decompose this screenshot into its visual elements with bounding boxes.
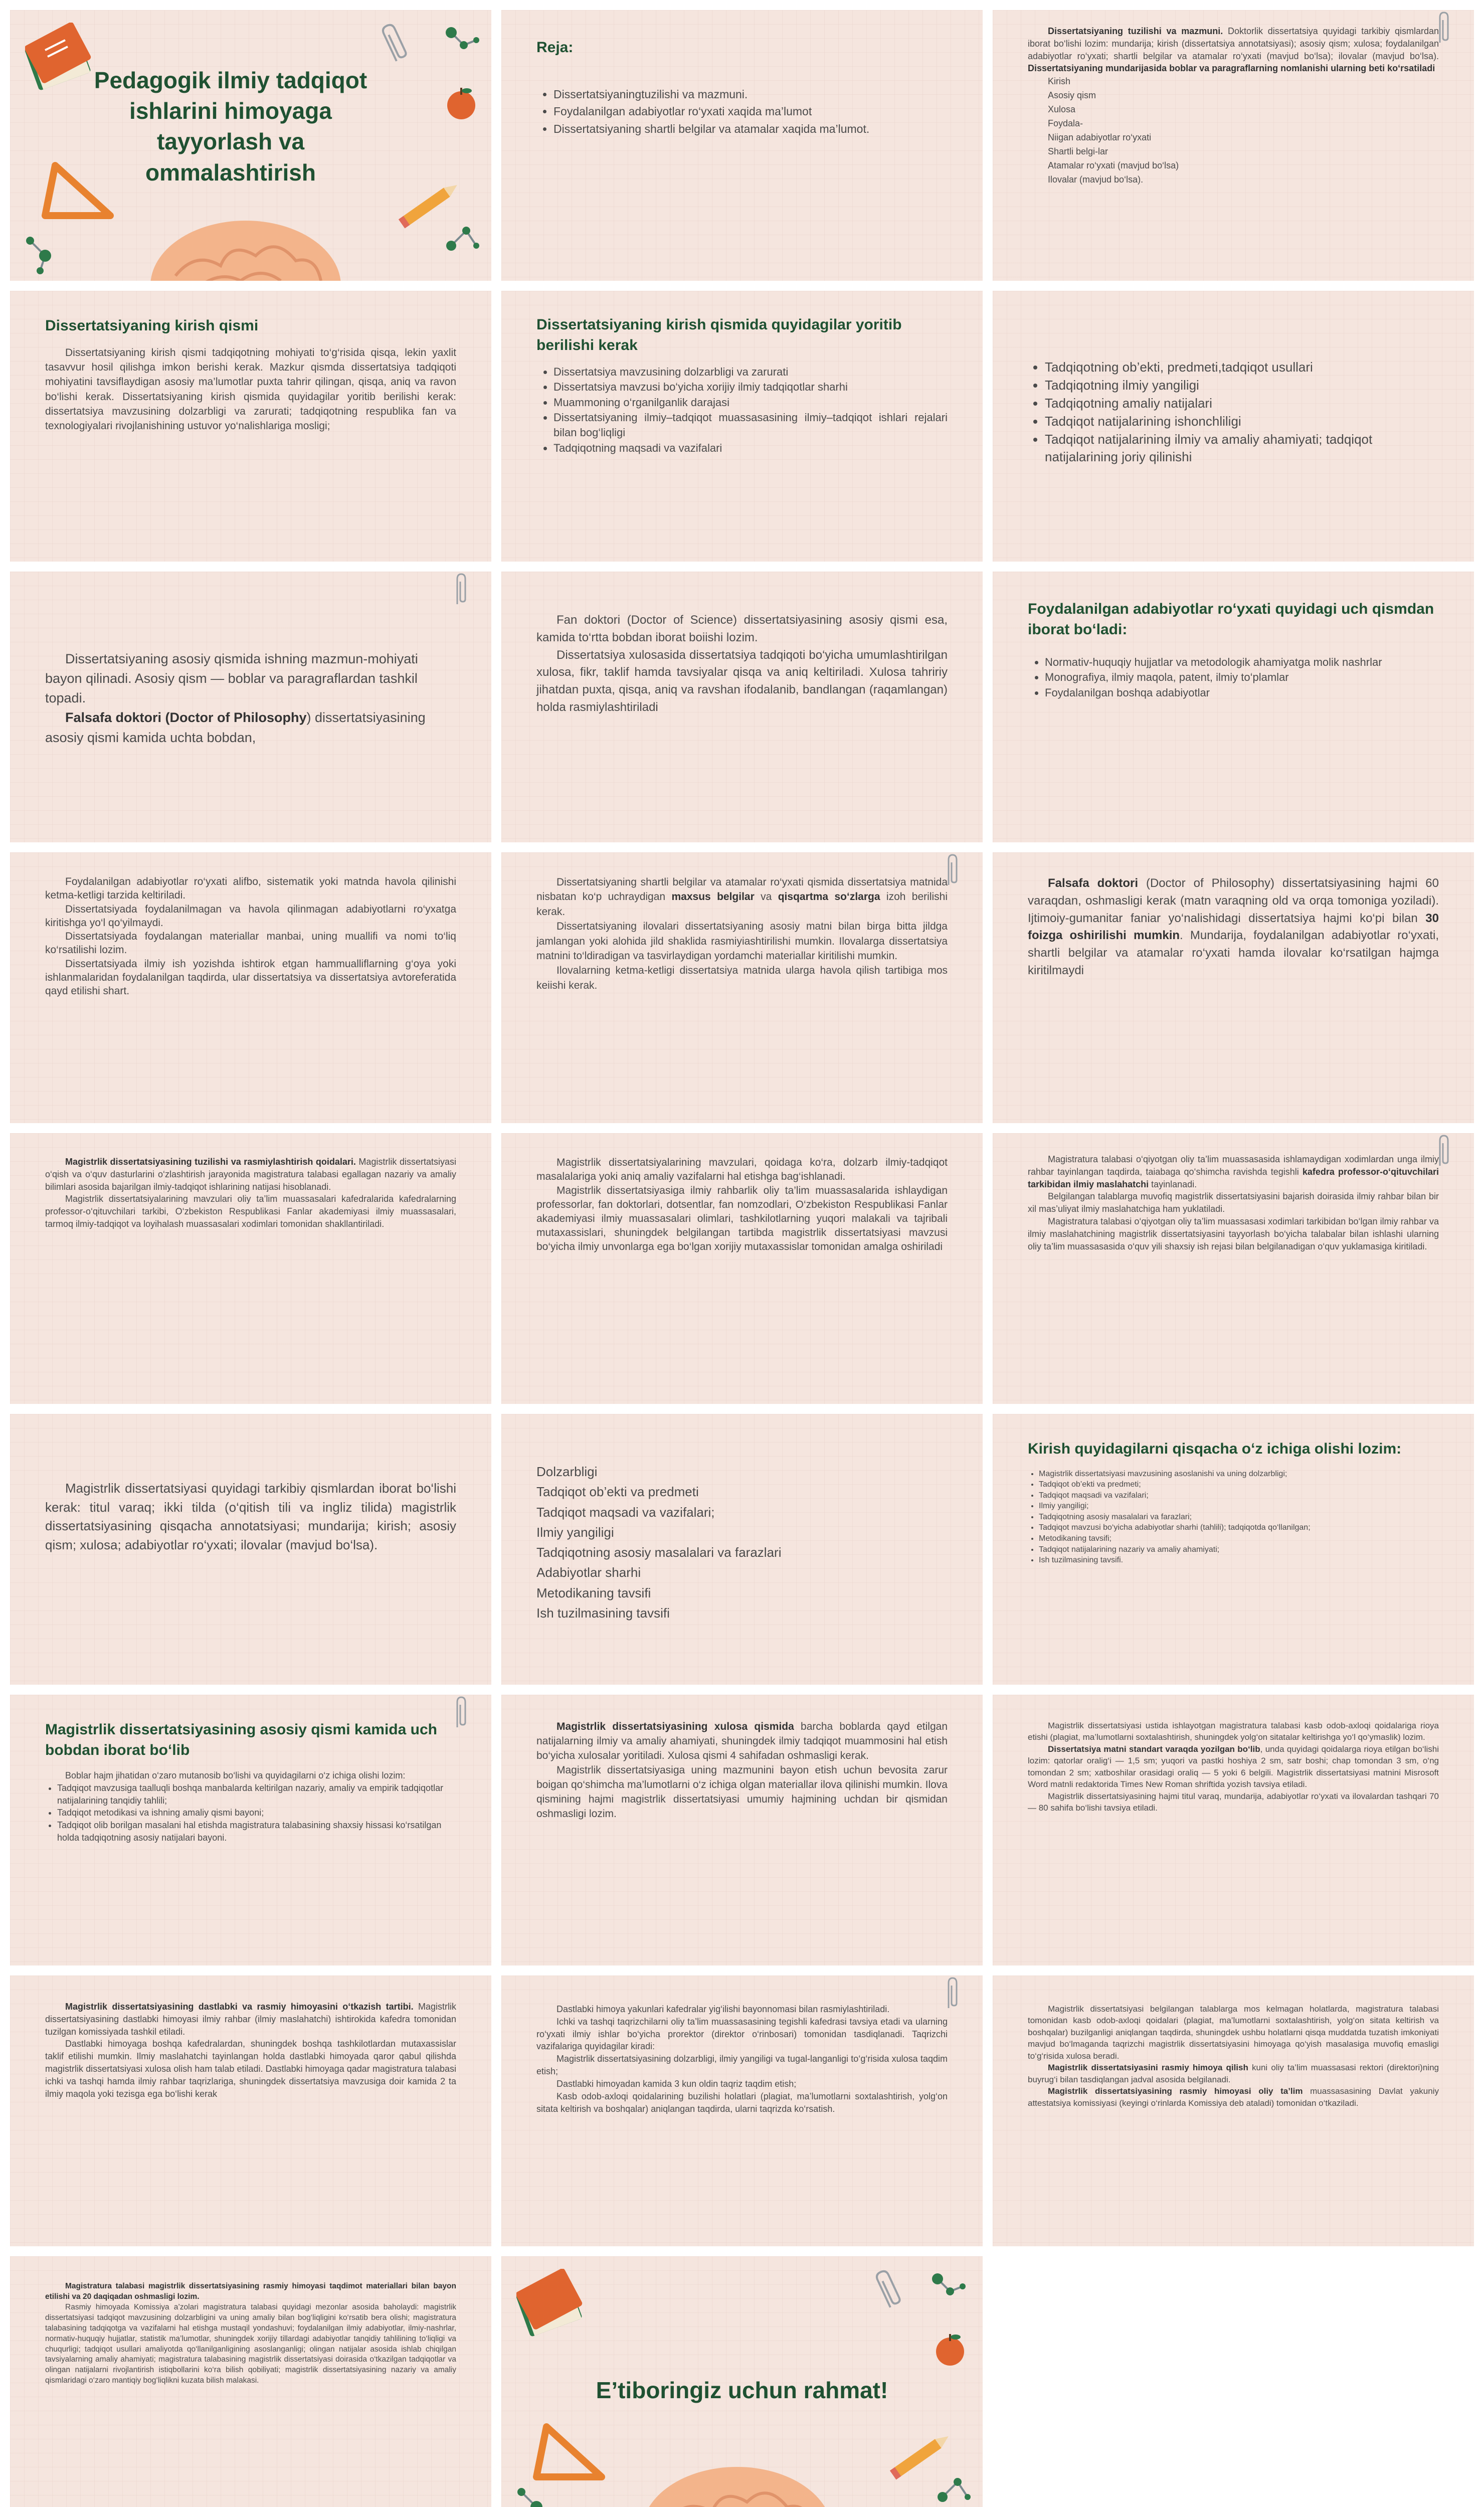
slide-introduction-items[interactable]: [501, 291, 983, 562]
main-part-text: Dissertatsiyaning asosiy qismida ishning mazmun-mohiyati bayon qilinadi. Asosiy qism — boblar va paragraflardan tashkil topadi. Falsafa doktori (Doctor of Philosophy) dissertatsiyasining asosiy qismi kamida uchta bobdan,: [45, 651, 426, 745]
slide-thanks[interactable]: [501, 2256, 983, 2507]
list-item: Foydala-: [1048, 118, 1083, 128]
list-item: • Ilmiy yangiligi;: [1039, 1501, 1439, 1512]
slide-main-part[interactable]: [10, 572, 491, 842]
references-list: [1028, 655, 1439, 700]
supervisor-text: Magistratura talabasi o‘qiyotgan oliy ta’lim muassasasida ishlamaydigan xodimlardan unga ilmiy rahbar tayinlangan taqdirda, taiabaga qo‘shimcha ravishda tegishli kafedra professor-o‘qituvchilari tarkibidan ilmiy maslahatchi tayinlanadi. Belgilangan talablarga muvofiq magistrlik dissertatsiyasini bajarish doirasida ilmiy rahbar bilan bir xil mas’uliyat ilmiy maslahatchiga ham yuklatiladi. Magistratura talabasi o‘qiyotgan oliy ta’lim muassasasi xodimlari tarkibidan bo‘lgan ilmiy rahbar va ilmiy maslahatchining magistrlik dissertatsiyasini tayyorlash bo‘yicha talabalar bilan ishlashi ularning oliy ta’lim muassasasida o‘quv yili shaxsiy ish rejasi bilan belgilanadigan o‘quv yuklamasiga kiritiladi.: [1028, 1154, 1439, 1251]
molecule-icon: [436, 211, 486, 271]
list-item: • Tadqiqot natijalarining nazariy va amaliy ahamiyati;: [1039, 1544, 1439, 1555]
list-item: Ilovalar (mavjud bo‘lsa).: [1048, 174, 1144, 185]
slide-main-chapters[interactable]: [10, 1695, 491, 1965]
structure-intro-bold: Dissertatsiyaning tuzilishi va mazmuni.: [1048, 26, 1223, 36]
molecule-icon: [928, 2269, 968, 2309]
list-item: Adabiyotlar sharhi: [536, 1565, 641, 1580]
list-item: • Tadqiqot metodikasi va ishning amaliy qismi bayoni;: [57, 1807, 456, 1819]
defense-procedure-text: Magistrlik dissertatsiyasining dastlabki va rasmiy himoyasini o‘tkazish tartibi. Magistrlik dissertatsiyasining dastlabki himoyasi ilmiy rahbar (ilmiy maslahatchi) ishtirokida kafedra tomonidan tuzilgan komissiyada tashkil etiladi. Dastlabki himoyaga boshqa kafedralardan, shuningdek boshqa tashkilotlardan mutaxassislar taklif etilishi mumkin. Ilmiy maslahatchi tayinlangan holda dastlabki himoyada qaror qabul qilishda magistrlik dissertatsiyasi xulosa olish ham talab etiladi. Dastlabki himoyaga qadar magistratura talabasi ichki va tashqi hamda ilmiy rahbar taqrizlariga, shuningdek dissertatsiya mavzusiga doir kamida 2 ta ilmiy maqola yoki tezisga ega bo‘lishi kerak: [45, 2002, 456, 2099]
volume-text: Falsafa doktori (Doctor of Philosophy) dissertatsiyasining hajmi 60 varaqdan, oshmasligi kerak (matn varaqning old va orqa tomoniga yoziladi). Ijtimoiy-gumanitar faniar yo‘nalishidagi dissertatsiya hajmi ko‘pi bilan 30 foizga oshirilishi mumkin. Mundarija, foydalanilgan adabiyotlar ro‘yxati, shartli belgilar va atamalar ro‘yxati hamda ilovalar ko‘rsatilgan hajmga kiritilmaydi: [1028, 876, 1439, 977]
molecule-icon: [511, 2477, 556, 2507]
list-item: Xulosa: [1048, 104, 1076, 115]
slide-plan[interactable]: [501, 10, 983, 281]
books-icon: [516, 2269, 587, 2344]
list-item: Ilmiy yangiligi: [536, 1524, 614, 1540]
slide-conclusion-rules[interactable]: [501, 572, 983, 842]
slide-reviewers[interactable]: [501, 1976, 983, 2246]
list-item: • Tadqiqot mavzusiga taalluqli boshqa manbalarda keltirilgan nazariy, amaliy va empirik tadqiqotlar natijalarining tanqidiy tahlili;: [57, 1782, 456, 1807]
intro-contents-title: Kirish quyidagilarni qisqacha o‘z ichiga olishi lozim:: [1028, 1441, 1402, 1457]
list-item: Asosiy qism: [1048, 90, 1096, 101]
plan-title: Reja:: [536, 39, 574, 56]
list-item: • Tadqiqotning ilmiy yangiligi: [1045, 377, 1439, 395]
list-item: • Muammoning o‘rganilganlik darajasi: [553, 395, 948, 410]
list-item: • Foydalanilgan boshqa adabiyotlar: [1045, 685, 1439, 700]
molecule-icon: [928, 2462, 978, 2507]
list-item: • Tadqiqot maqsadi va vazifalari;: [1039, 1490, 1439, 1501]
list-item: Dolzarbligi: [536, 1464, 598, 1479]
slide-formatting[interactable]: [993, 1695, 1474, 1965]
list-item: • Ish tuzilmasining tavsifi.: [1039, 1555, 1439, 1566]
ruler-triangle-icon: [40, 160, 115, 221]
paperclip-icon: [872, 2266, 907, 2311]
molecule-icon: [441, 23, 481, 63]
list-item: • Tadqiqot ob’ekti va predmeti;: [1039, 1479, 1439, 1490]
structure-list: [1028, 75, 1439, 187]
master-topics-text: Magistrlik dissertatsiyalarining mavzulari, qoidaga ko‘ra, dolzarb ilmiy-tadqiqot masalalariga yoki aniq amaliy vazifalarni hal etishga bag‘ishlanadi. Magistrlik dissertatsiyasiga ilmiy rahbarlik oliy ta’lim muassasalarida ishlaydigan professorlar, fan doktorlari, dotsentlar, fan nomzodlari, O‘zbekiston Respublikasi Fanlar akademiyasi ilmiy muassasalari olimlari, tashkilotlarning yuqori malakali va tajribali mutaxassislari, shuningdek belgilangan tartibda magistrlik dissertatsiyasi mavzusi bo‘yicha ilmiy unvonlarga ega bo‘lgan xorijiy mutaxassislar tomonidan amalga oshiriladi: [536, 1157, 948, 1252]
master-conclusion-text: Magistrlik dissertatsiyasining xulosa qismida barcha boblarda qayd etilgan natijalarning ilmiy va amaliy ahamiyati, shuningdek ilmiy tadqiqot muammosini hal etish bo‘yicha xulosalar yoritiladi. Xulosa qismi 4 sahifadan oshmasligi kerak. Magistrlik dissertatsiyasiga uning mazmunini bayon etish uchun bevosita zarur boigan qo‘shimcha ma’lumotlarni o‘z ichiga olgan materiallar ilova qilinishi mumkin. Ilova qismining hajmi magistrlik dissertatsiyasi umumiy hajmining uchdan bir qismidan oshmasligi lozim.: [536, 1721, 948, 1820]
introduction-title: Dissertatsiyaning kirish qismi: [45, 317, 259, 334]
list-item: • Tadqiqot olib borilgan masalani hal etishda magistratura talabasining shaxsiy hissasi ko‘rsatilgan holda tadqiqotning asosiy natijalari bayoni.: [57, 1819, 456, 1844]
introduction-text: Dissertatsiyaning kirish qismi tadqiqotning mohiyati to‘g‘risida qisqa, lekin yaxlit tasavvur hosil qilishga imkon berishi kerak. Mazkur qismda dissertatsiya tadqiqoti mohiyatini tavsiflaydigan asosiy ma’lumotlar puxta tahrir qilingan, qisqa, aniq va ravon bo‘lishi kerak. Dissertatsiyaning kirish qismida quyidagilar yoritib berilishi kerak: dissertatsiya mavzusining dolzarbligi va zarurati; tadqiqotning respublika fan va texnologiyalari rivojlanishining ustuvor yo‘nalishlariga mosligi;: [45, 346, 456, 432]
plan-list: [536, 86, 948, 138]
list-item: Kirish: [1048, 76, 1071, 87]
list-item: Ish tuzilmasining tavsifi: [536, 1605, 670, 1621]
main-chapters-list: [45, 1782, 456, 1844]
thanks-text: E’tiboringiz uchun rahmat!: [596, 2377, 888, 2403]
introduction-items-title: Dissertatsiyaning kirish qismida quyidagilar yoritib berilishi kerak: [536, 316, 902, 353]
master-parts-text: Magistrlik dissertatsiyasi quyidagi tarkibiy qismlardan iborat bo‘lishi kerak: titul varaq; ikki tilda (o‘qitish tili va ingliz tilida) magistrlik dissertatsiyasining qisqacha annotatsiyasi; mundarija; kirish; asosiy qism; xulosa; adabiyotlar ro‘yxati; ilovalar (mavjud bo‘lsa).: [45, 1481, 456, 1553]
conclusion-rules-text: Fan doktori (Doctor of Science) dissertatsiyasining asosiy qismi esa, kamida to‘rtta bobdan iborat boiishi lozim. Dissertatsiya xulosasida dissertatsiya tadqiqoti bo‘yicha umumlashtirilgan xulosa, fikr, taklif hamda tavsiyalar qisqa va aniq keltiriladi. Xulosa tahririy jihatdan puxta, qisqa, aniq va ravshan ifodalanib, bandlangan (raqamlangan) holda rasmiylashtiriladi: [536, 613, 948, 714]
intro-components-list: [536, 1462, 948, 1623]
slide-references-rules[interactable]: [10, 852, 491, 1123]
slide-intro-contents[interactable]: [993, 1414, 1474, 1685]
references-title: Foydalanilgan adabiyotlar ro‘yxati quyidagi uch qismdan iborat bo‘ladi:: [1028, 601, 1434, 638]
slide-master-topics[interactable]: [501, 1133, 983, 1404]
brain-icon: [637, 2452, 837, 2507]
slide-master-conclusion[interactable]: [501, 1695, 983, 1965]
list-item: • Tadqiqotning amaliy natijalari: [1045, 395, 1439, 413]
research-items-list: [1028, 359, 1439, 466]
reviewers-text: Dastlabki himoya yakunlari kafedralar yig‘ilishi bayonnomasi bilan rasmiylashtiriladi. Ichki va tashqi taqrizchilarni oliy ta’lim muassasasining tegishli kafedrasi tavsiya etadi va ularning ro‘yxati ilmiy ishlar bo‘yicha prorektor (direktor o‘rinbosari) tomonidan tasdiqlanadi. Taqrizchi vazifalariga quyidagilar kiradi: Magistrlik dissertatsiyasining dolzarbligi, ilmiy yangiligi va tugal-langanligi to‘g‘risida xulosa taqdim etish; Dastlabki himoyadan kamida 3 kun oldin taqriz taqdim etish; Kasb odob-axloqi qoidalarining buzilishi holatlari (plagiat, ma’lumotlarni soxtalashtirish, yolg‘on sitata keltirish va boshqalar) aniqlangan taqdirda, ularni taqrizda ko‘rsatish.: [536, 2004, 948, 2114]
ruler-triangle-icon: [531, 2422, 607, 2482]
references-rules-text: Foydalanilgan adabiyotlar ro‘yxati alifbo, sistematik yoki matnda havola qilinishi ketma-ketligi tarzida keltiriladi. Dissertatsiyada foydalanilmagan va havola qilinmagan adabiyotlarni ro‘yxatga kiritishga yo‘l qo‘yilmaydi. Dissertatsiyada foydalangan materiallar manbai, uning muallifi va nomi to‘liq ko‘rsatilishi lozim. Dissertatsiyada ilmiy ish yozishda ishtirok etgan hammualliflarning g‘oya yoki ishlanmalaridan foydalanilgan taqdirda, ular dissertatsiya va dissertatsiya avtoreferatida qayd etilishi shart.: [45, 876, 456, 997]
slide-volume[interactable]: [993, 852, 1474, 1123]
main-chapters-title: Magistrlik dissertatsiyasining asosiy qismi kamida uch bobdan iborat bo‘lib: [45, 1721, 437, 1758]
main-chapters-intro: Boblar hajm jihatidan o‘zaro mutanosib bo‘lishi va quyidagilarni o‘z ichiga olishi lozim:: [65, 1770, 406, 1780]
list-item: Metodikaning tavsifi: [536, 1585, 651, 1600]
books-icon: [25, 23, 95, 98]
slide-master-parts[interactable]: [10, 1414, 491, 1685]
list-item: • Dissertatsiyaningtuzilishi va mazmuni.: [553, 86, 948, 103]
paperclip-icon: [451, 572, 471, 607]
list-item: • Foydalanilgan adabiyotlar ro‘yxati xaqida ma’lumot: [553, 103, 948, 120]
list-item: • Tadqiqot mavzusi bo‘yicha adabiyotlar sharhi (tahlili); tadqiqotda qo‘llanilgan;: [1039, 1522, 1439, 1533]
list-item: Tadqiqot ob’ekti va predmeti: [536, 1484, 699, 1500]
slide-introduction[interactable]: [10, 291, 491, 562]
slide-official-defense[interactable]: [993, 1976, 1474, 2246]
list-item: Niigan adabiyotlar ro‘yxati: [1048, 132, 1152, 142]
paperclip-icon: [379, 20, 414, 65]
slide-evaluation[interactable]: [10, 2256, 491, 2507]
brain-icon: [145, 206, 346, 281]
slide-title-text: Pedagogik ilmiy tadqiqot ishlarini himoyaga tayyorlash va ommalashtirish: [94, 67, 367, 186]
slide-title[interactable]: [10, 10, 491, 281]
list-item: • Dissertatsiya mavzusining dolzarbligi va zarurati: [553, 365, 948, 380]
slide-intro-components[interactable]: [501, 1414, 983, 1685]
list-item: • Magistrlik dissertatsiyasi mavzusining asoslanishi va uning dolzarbligi;: [1039, 1469, 1439, 1480]
list-item: • Normativ-huquqiy hujjatlar va metodologik ahamiyatga molik nashrlar: [1045, 655, 1439, 670]
slide-defense-procedure[interactable]: [10, 1976, 491, 2246]
slide-symbols-appendices[interactable]: [501, 852, 983, 1123]
apple-icon: [444, 83, 479, 123]
list-item: Atamalar ro‘yxati (mavjud bo‘lsa): [1048, 160, 1179, 170]
official-defense-text: Magistrlik dissertatsiyasi belgilangan talablarga mos kelmagan holatlarda, magistratura talabasi tomonidan kasb odob-axloqi qoidalari (plagiat, ma’lumotlarni soxtalashtirish, yolg‘on sitata keltirish va boshqalar) buzilganligi aniqlangan taqdirda, shuningdek ushbu holatlarni qisqa muddatda tuzatish imkoniyati mavjud bo‘lmaganda taqrizchi magistrlik dissertatsiyasini himoyaga qo‘yish masalasiga muvofiq emasligi to‘g‘risida xulosa beradi. Magistrlik dissertatsiyasini rasmiy himoya qilish kuni oliy ta’lim muassasasi rektori (direktori)ning buyrug‘i bilan tasdiqlangan jadval asosida belgilanadi. Magistrlik dissertatsiyasining rasmiy himoyasi oliy ta’lim muassasasining Davlat yakuniy attestatsiya komissiyasi (keyingi o‘rinlarda Komissiya deb ataladi) tomonidan o‘tkaziladi.: [1028, 2004, 1439, 2108]
list-item: • Tadqiqot natijalarining ishonchliligi: [1045, 413, 1439, 431]
list-item: • Tadqiqotning maqsadi va vazifalari: [553, 441, 948, 456]
slide-supervisor[interactable]: [993, 1133, 1474, 1404]
slide-structure[interactable]: [993, 10, 1474, 281]
introduction-items-list: [536, 365, 948, 456]
list-item: • Dissertatsiyaning shartli belgilar va atamalar xaqida ma’lumot.: [553, 120, 948, 138]
list-item: Tadqiqotning asosiy masalalari va farazlari: [536, 1545, 782, 1560]
list-item: • Dissertatsiyaning ilmiy–tadqiqot muassasasining ilmiy–tadqiqot ishlari rejalari bilan bog‘liqligi: [553, 410, 948, 441]
list-item: • Dissertatsiya mavzusi bo‘yicha xorijiy ilmiy tadqiqotlar sharhi: [553, 380, 948, 395]
evaluation-text: Magistratura talabasi magistrlik dissertatsiyasining rasmiy himoyasi taqdimot materiallari bilan bayon etilishi va 20 daqiqadan oshmasligi lozim. Rasmiy himoyada Komissiya a’zolari magistratura talabasi quyidagi mezonlar asosida baholaydi: magistrlik dissertatsiyasi tadqiqot mavzusining dolzarbligini va uning amaliy bilan bog‘liqligini ko‘rsatib bera olishi; magistratura talabasining tadqiqotga va vazifalarni hal etishga mustaqil yondashuvi; foydalanilgan ilmiy adabiyotlar, ilmiy-nashrlar, normativ-huquqiy hujjatlar, statistik ma’lumotlar, shuningdek xorijiy tillardagi adabiyotlar tanqidiy tahlilining to‘liqligi va chuqurligi; tadqiqot usullari amaliyotda qo‘llanilganligining asoslanganligi; olingan natijalar asosida ishlab chiqilgan tavsiyalarning amaliy ahamiyati; magistratura talabasining magistrlik dissertatsiyasi doirasida o‘tkazilgan tadqiqotlar va olingan natijalarni rivojlantirish istiqbollarini ko‘ra bilish qobiliyati; magistrlik dissertatsiyasining nazariy va amaliy qismlaridagi o‘zaro mantiqiy bog‘liqlikni kuzata bilish malakasi.: [45, 2282, 456, 2385]
list-item: • Tadqiqotning asosiy masalalari va farazlari;: [1039, 1512, 1439, 1523]
intro-contents-list: [1028, 1469, 1439, 1566]
list-item: • Tadqiqot natijalarining ilmiy va amaliy ahamiyati; tadqiqot natijalarining joriy qilinishi: [1045, 431, 1439, 467]
list-item: Shartli belgi-lar: [1048, 146, 1108, 156]
slide-research-items[interactable]: [993, 291, 1474, 562]
master-structure-text: Magistrlik dissertatsiyasining tuzilishi va rasmiylashtirish qoidalari. Magistrlik dissertatsiyasi o‘qish va o‘quv dasturlarini o‘zlashtirish jarayonida magistratura talabasi egallagan nazariy va amaliy bilimlari asosida bajarilgan ilmiy-tadqiqot ishlarining natijasi hisoblanadi. Magistrlik dissertatsiyalarining mavzulari oliy ta’lim muassasalari kafedralarida kafedralarning professor-o‘qituvchilari tarkibi, O‘zbekiston Respublikasi Fanlar akademiyasi ilmiy muassasalari, tarmoq ilmiy-tadqiqot va loyihalash muassasalari xodimlari tomonidan shakllantiriladi.: [45, 1157, 456, 1229]
list-item: • Metodikaning tavsifi;: [1039, 1533, 1439, 1544]
slide-references[interactable]: [993, 572, 1474, 842]
formatting-text: Magistrlik dissertatsiyasi ustida ishlayotgan magistratura talabasi kasb odob-axloqi qoidalariga rioya etishi (plagiat, ma’lumotlarni soxtalashtirish, shuningdek yolg‘on sitatalar keltirishga yo‘l qo‘ymaslik) lozim. Dissertatsiya matni standart varaqda yozilgan bo‘lib, unda quyidagi qoidalarga rioya etilgan bo‘lishi lozim: qatorlar oralig‘i — 1,5 sm; yuqori va pastki hoshiya 2 sm, satr boshi; chap tomondan 3 sm, o‘ng tomondan 2 sm; xatboshilar orasidagi oraliq — 5 yoki 6 belgili. Magistrlik dissertatsiyasi matnini Misrosoft Word matnli redaktorida Times New Roman shriftida yozish tavsiya etiladi. Magistrlik dissertatsiyasining hajmi titul varaq, mundarija, adabiyotlar ro‘yxati va ilovalardan tashqari 70 — 80 sahifa bo‘lishi tavsiya etiladi.: [1028, 1721, 1439, 1813]
list-item: Tadqiqot maqsadi va vazifalari;: [536, 1504, 715, 1520]
symbols-appendices-text: Dissertatsiyaning shartli belgilar va atamalar ro‘yxati qismida dissertatsiya matnida nisbatan ko‘p uchraydigan maxsus belgilar va qisqartma so‘zlarga izoh berilishi kerak. Dissertatsiyaning ilovalari dissertatsiyaning asosiy matni bilan birga bitta jildga jamlangan yoki alohida jild shaklida rasmiyiashtirilishi mumkin. Ilovalarga dissertatsiya matnini to‘ldiradigan va tasvirlaydigan yordamchi materiallar kiritilishi mumkin. Ilovalarning ketma-ketligi dissertatsiya matnida ularga havola qilish tartibiga mos keiishi kerak.: [536, 876, 948, 991]
apple-icon: [933, 2329, 968, 2369]
list-item: • Tadqiqotning ob’ekti, predmeti,tadqiqot usullari: [1045, 359, 1439, 377]
structure-intro: Dissertatsiyaning tuzilishi va mazmuni. Doktorlik dissertatsiya quyidagi tarkibiy qismlardan iborat bo‘lishi lozim: mundarija; kirish (dissertatsiya annotatsiyasi); asosiy qism; xulosa; foydalanilgan adabiyotlar ro‘yxati; shartli belgilar va atamalar ro‘yxati (mavjud bo‘lsa); ilovalar (mavjud bo‘lsa). Dissertatsiyaning mundarijasida boblar va paragraflarning nomlanishi ularning beti ko‘rsatiladi: [1028, 26, 1439, 74]
molecule-icon: [20, 226, 65, 276]
slide-master-structure[interactable]: [10, 1133, 491, 1404]
list-item: • Monografiya, ilmiy maqola, patent, ilmiy to‘plamlar: [1045, 670, 1439, 685]
